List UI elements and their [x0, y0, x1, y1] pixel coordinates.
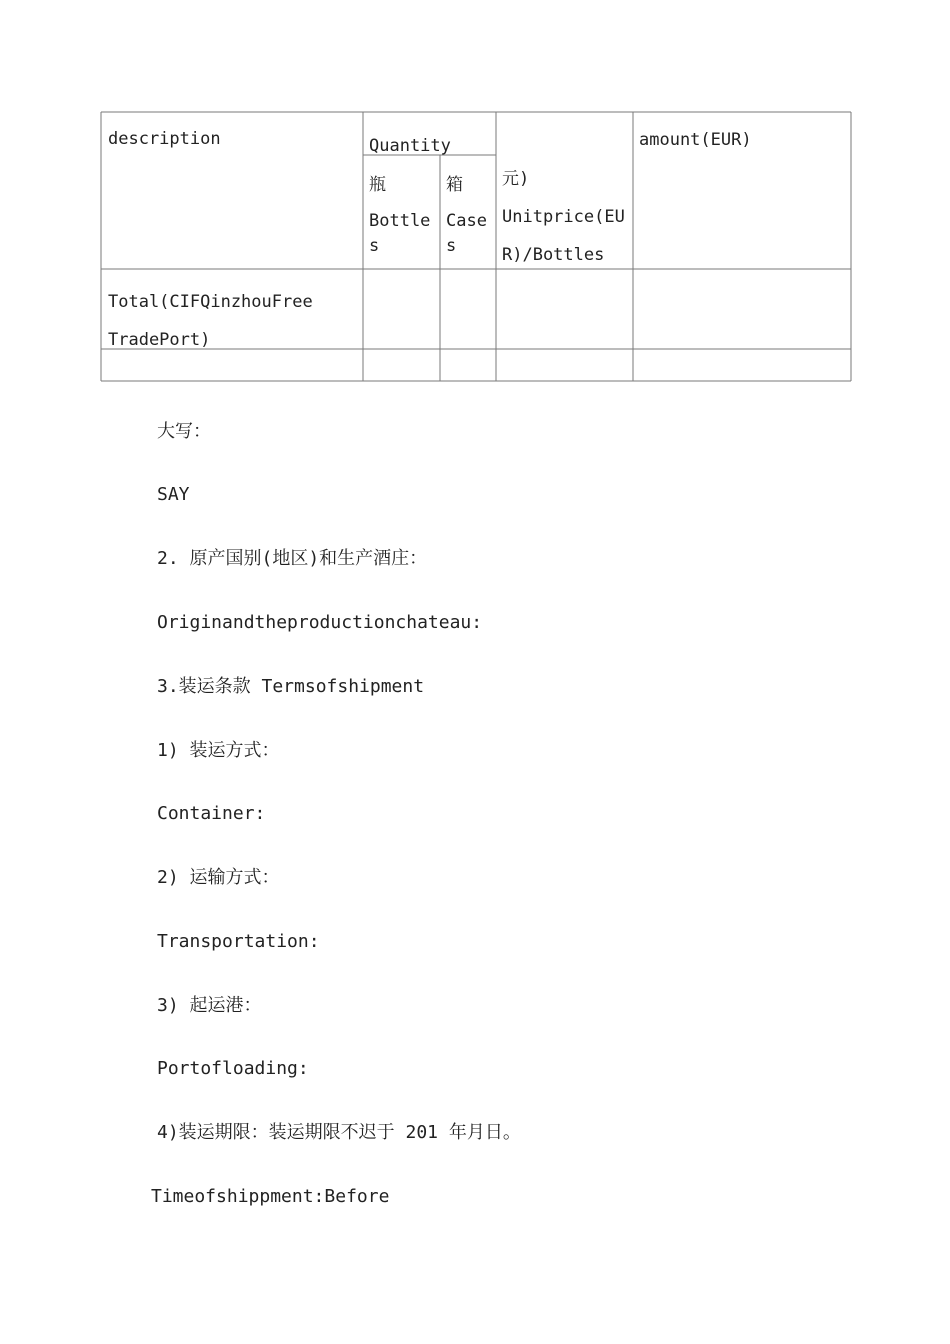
shipping-mode-en: Container: — [157, 803, 266, 824]
shipment-deadline-en: Timeofshippment:Before — [151, 1186, 390, 1207]
total-label-line2: TradePort) — [108, 330, 211, 350]
loading-port-en: Portofloading: — [157, 1058, 309, 1079]
loading-port-cn: 3) 起运港： — [157, 995, 262, 1016]
shipment-deadline-cn: 4)装运期限：装运期限不迟于 201 年月日。 — [157, 1122, 521, 1143]
transport-en: Transportation: — [157, 931, 320, 952]
amount-in-words-en: SAY — [157, 484, 190, 505]
header-cases-en-line1: Case — [446, 211, 487, 231]
header-unitprice-en-line1: Unitprice(EU — [502, 207, 625, 227]
header-unitprice-en-line2: R)/Bottles — [502, 245, 605, 265]
header-unitprice-cn: 元) — [502, 169, 530, 189]
transport-cn: 2) 运输方式： — [157, 867, 280, 888]
header-cases-en-line2: s — [446, 236, 457, 256]
header-description: description — [108, 129, 221, 149]
header-cases-cn: 箱 — [446, 175, 463, 195]
total-label-line1: Total(CIFQinzhouFree — [108, 292, 313, 312]
header-bottles-en-line2: s — [369, 236, 380, 256]
header-bottles-cn: 瓶 — [369, 175, 386, 195]
shipment-terms-heading: 3.装运条款 Termsofshipment — [157, 676, 425, 697]
shipping-mode-cn: 1) 装运方式： — [157, 740, 280, 761]
header-amount: amount(EUR) — [639, 130, 752, 150]
origin-heading-en: Originandtheproductionchateau: — [157, 612, 483, 633]
header-bottles-en-line1: Bottle — [369, 211, 431, 231]
origin-heading-cn: 2. 原产国别(地区)和生产酒庄： — [157, 548, 428, 569]
amount-in-words-cn: 大写： — [157, 421, 211, 442]
header-quantity: Quantity — [369, 136, 451, 156]
